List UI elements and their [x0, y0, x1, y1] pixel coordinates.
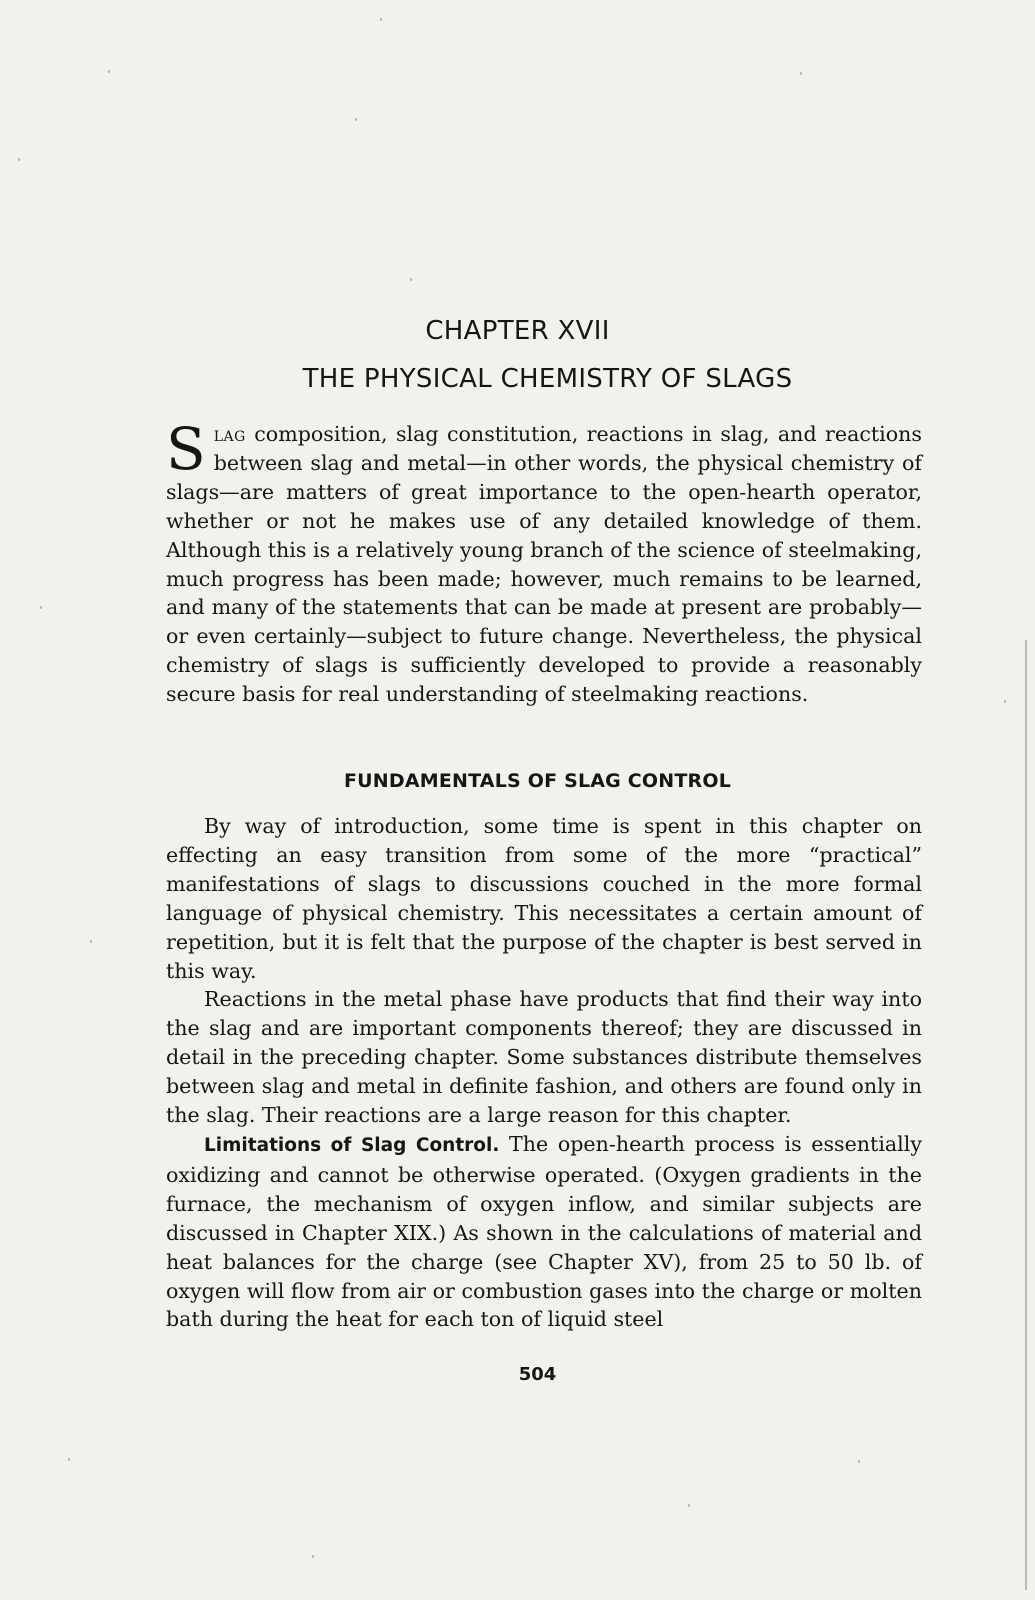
- scan-speck: [68, 1458, 70, 1461]
- scan-speck: [858, 1460, 860, 1463]
- scan-speck: [40, 606, 42, 609]
- chapter-title: THE PHYSICAL CHEMISTRY OF SLAGS: [302, 364, 793, 394]
- scan-speck: [312, 1555, 314, 1558]
- chapter-label: CHAPTER XVII: [425, 316, 610, 346]
- scan-speck: [410, 278, 412, 281]
- drop-cap: S: [166, 415, 206, 483]
- paragraph: Reactions in the metal phase have products that find their way into the slag and are important components thereof; they are discussed in detail in the preceding chapter. Some substances distribute themselves between slag and metal in definite fashion, and others are found only in the slag. Their reactions are a large reason for this chapter.: [166, 987, 922, 1128]
- page-number: 504: [518, 1364, 557, 1385]
- paragraph: [166, 1130, 922, 1334]
- paragraph-text: The open-hearth process is essentially oxidizing and cannot be otherwise operated. (Oxygen gradients in the furnace, the mechanism of oxygen inflow, and similar subjects are discussed in Chapter XIX.) As shown in the calculations of material and heat balances for the charge (see Chapter XV), from 25 to 50 lb. of oxygen will flow from air or combustion gases into the charge or molten bath during the heat for each ton of liquid steel: [166, 1131, 922, 1332]
- section-body: [166, 812, 922, 1334]
- intro-paragraph: [166, 415, 922, 709]
- run-in-heading: Limitations of Slag Control.: [204, 1134, 500, 1156]
- lead-word-smallcaps: lag: [213, 422, 246, 446]
- scan-speck: [90, 940, 92, 943]
- intro-text: composition, slag constitution, reactions in slag, and reactions between slag and metal—in other words, the physical chemistry of slags—are matters of great importance to the open-hearth operator, whether or not he makes use of any detailed knowledge of them. Although this is a relatively young branch of the science of steelmaking, much progress has been made; however, much remains to be learned, and many of the statements that can be made at present are probably—or even certainly—subject to future change. Nevertheless, the physical chemistry of slags is sufficiently developed to provide a reasonably secure basis for real understanding of steelmaking reactions.: [166, 422, 922, 707]
- scan-speck: [380, 18, 382, 21]
- paragraph: By way of introduction, some time is spent in this chapter on effecting an easy transition from some of the more “practical” manifestations of slags to discussions couched in the more formal language of physical chemistry. This necessitates a certain amount of repetition, but it is felt that the purpose of the chapter is best served in this way.: [166, 814, 922, 983]
- scan-speck: [18, 158, 20, 161]
- scan-speck: [1004, 700, 1006, 703]
- scan-speck: [800, 72, 802, 75]
- scan-speck: [688, 1504, 690, 1507]
- scan-speck: [108, 70, 110, 73]
- scan-speck: [355, 118, 357, 121]
- section-heading: FUNDAMENTALS OF SLAG CONTROL: [343, 770, 732, 792]
